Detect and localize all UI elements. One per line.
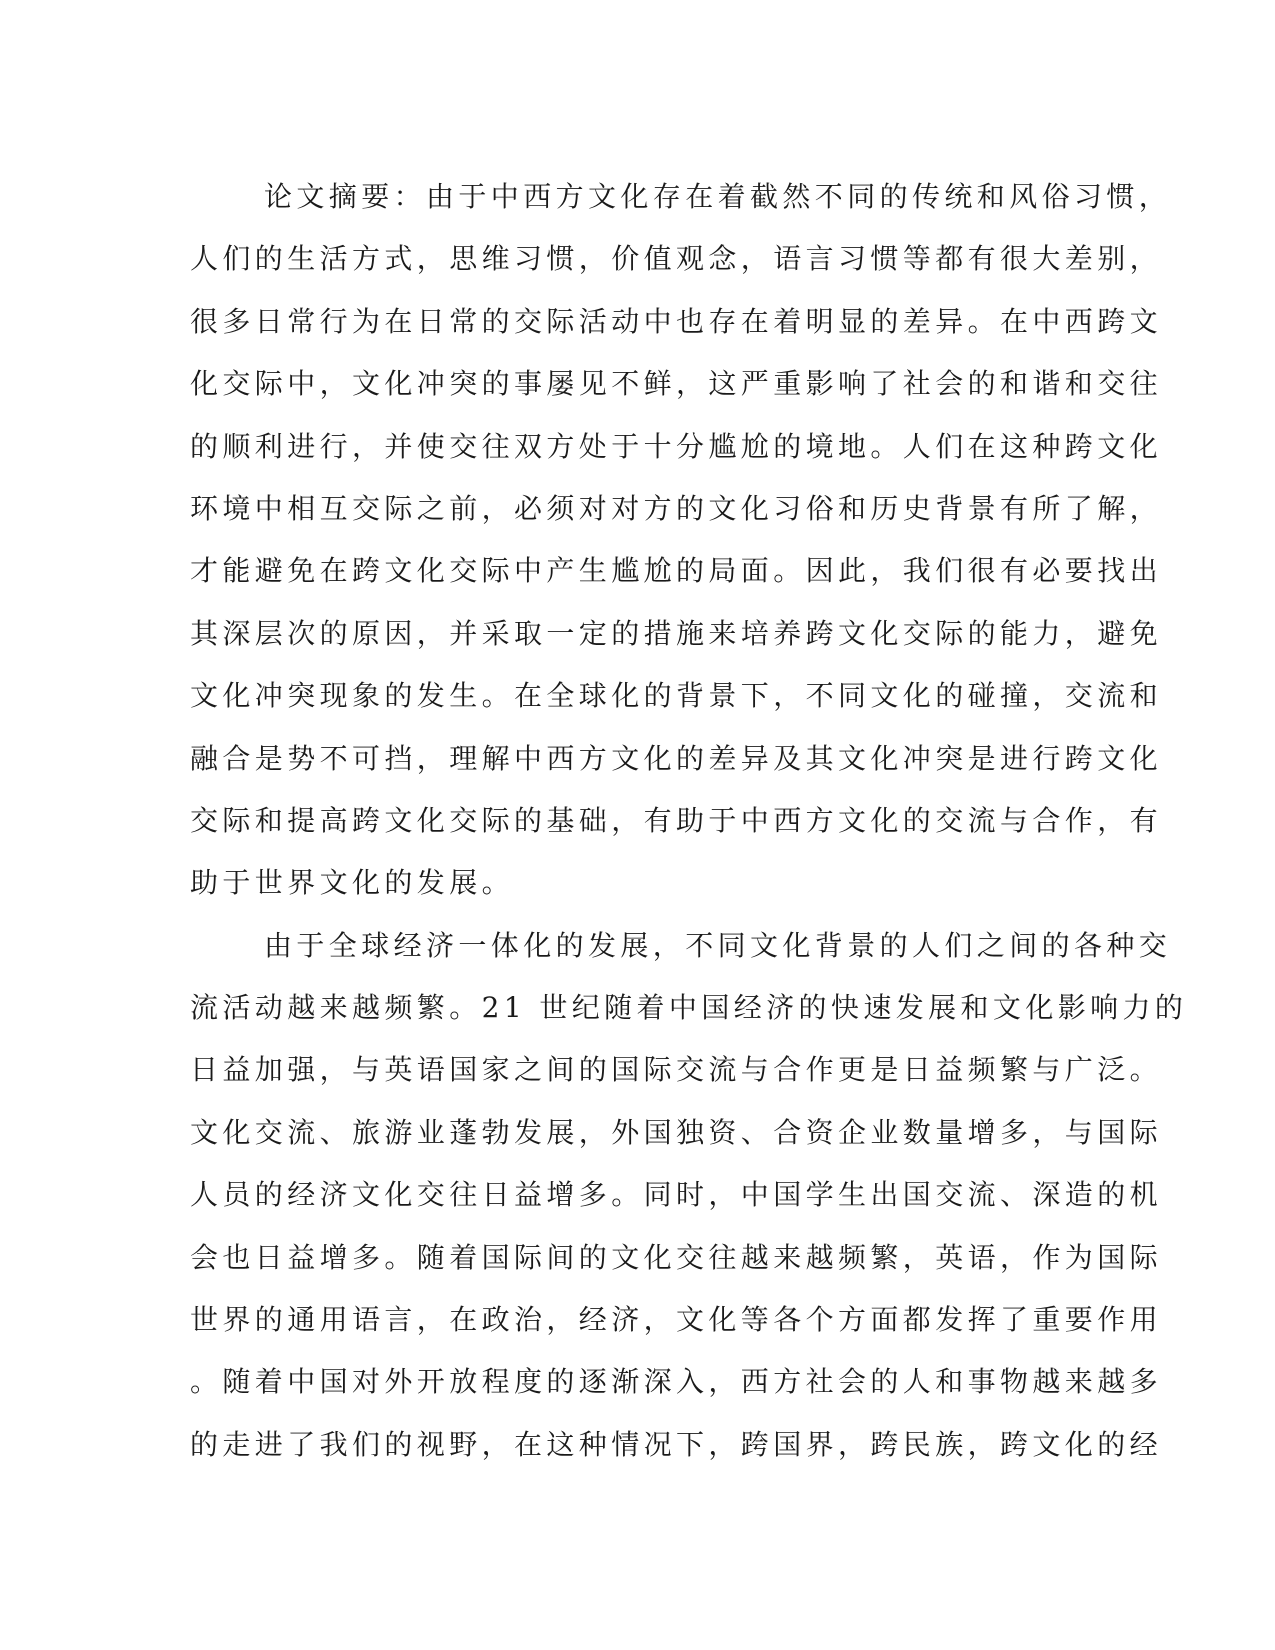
paragraph-line: 才能避免在跨文化交际中产生尴尬的局面。因此，我们很有必要找出: [190, 554, 1163, 588]
body-paragraph: [190, 915, 1188, 1477]
document-body: [190, 166, 1188, 1476]
paragraph-line: 会也日益增多。随着国际间的文化交往越来越频繁，英语，作为国际: [190, 1240, 1163, 1274]
paragraph-line: 交际和提高跨文化交际的基础，有助于中西方文化的交流与合作，有: [190, 803, 1163, 837]
paragraph-line: 的顺利进行，并使交往双方处于十分尴尬的境地。人们在这种跨文化: [190, 429, 1163, 463]
paragraph-line: 日益加强，与英语国家之间的国际交流与合作更是日益频繁与广泛。: [190, 1053, 1163, 1087]
paragraph-line: 的走进了我们的视野，在这种情况下，跨国界，跨民族，跨文化的经: [190, 1427, 1163, 1461]
paragraph-line: 很多日常行为在日常的交际活动中也存在着明显的差异。在中西跨文: [190, 304, 1163, 338]
paragraph-line: 化交际中，文化冲突的事屡见不鲜，这严重影响了社会的和谐和交往: [190, 367, 1163, 401]
paragraph-line: 。随着中国对外开放程度的逐渐深入，西方社会的人和事物越来越多: [190, 1365, 1163, 1399]
paragraph-line: 人员的经济文化交往日益增多。同时，中国学生出国交流、深造的机: [190, 1178, 1163, 1212]
abstract-paragraph: [190, 166, 1172, 915]
paragraph-line: 由于全球经济一体化的发展，不同文化背景的人们之间的各种交: [264, 928, 1172, 962]
paragraph-line: 助于世界文化的发展。: [190, 866, 515, 900]
paragraph-line: 文化冲突现象的发生。在全球化的背景下，不同文化的碰撞，交流和: [190, 679, 1163, 713]
paragraph-line: 世界的通用语言，在政治，经济，文化等各个方面都发挥了重要作用: [190, 1303, 1163, 1337]
paragraph-line: 人们的生活方式，思维习惯，价值观念，语言习惯等都有很大差别，: [190, 242, 1163, 276]
paragraph-line: 论文摘要：由于中西方文化存在着截然不同的传统和风俗习惯，: [264, 180, 1172, 213]
paragraph-line: 融合是势不可挡，理解中西方文化的差异及其文化冲突是进行跨文化: [190, 741, 1163, 775]
paragraph-line: 环境中相互交际之前，必须对对方的文化习俗和历史背景有所了解，: [190, 491, 1163, 525]
paragraph-line: 流活动越来越频繁。21 世纪随着中国经济的快速发展和文化影响力的: [190, 991, 1188, 1025]
paragraph-line: 其深层次的原因，并采取一定的措施来培养跨文化交际的能力，避免: [190, 616, 1163, 650]
paragraph-line: 文化交流、旅游业蓬勃发展，外国独资、合资企业数量增多，与国际: [190, 1115, 1163, 1149]
